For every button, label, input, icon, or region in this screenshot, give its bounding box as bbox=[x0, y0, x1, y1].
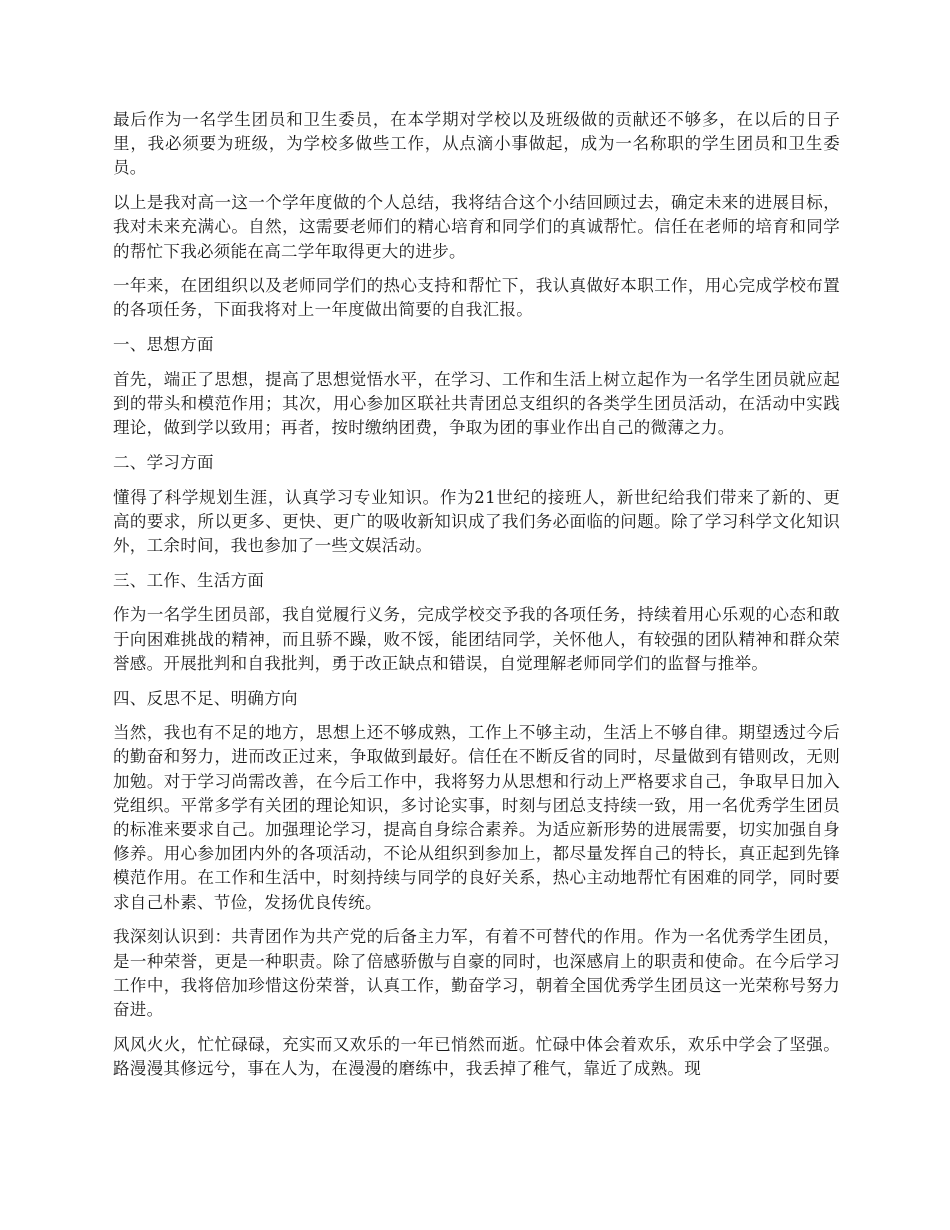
section-heading-study: 二、学习方面 bbox=[113, 452, 214, 472]
paragraph-study: 懂得了科学规划生涯，认真学习专业知识。作为21世纪的接班人，新世纪给我们带来了新的、更高的要求，所以更多、更快、更广的吸收新知识成了我们务必面临的问题。除了学习科学文化知识外，工余时间，我也参加了一些文娱活动。 bbox=[113, 487, 840, 556]
paragraph-intro-report: 一年来，在团组织以及老师同学们的热心支持和帮忙下，我认真做好本职工作，用心完成学校布置的各项任务，下面我将对上一年度做出简要的自我汇报。 bbox=[113, 276, 840, 320]
section-heading-thought: 一、思想方面 bbox=[113, 335, 214, 355]
paragraph-work-life: 作为一名学生团员部，我自觉履行义务，完成学校交予我的各项任务，持续着用心乐观的心态和敢于向困难挑战的精神，而且骄不躁，败不馁，能团结同学，关怀他人，有较强的团队精神和群众荣誉感。开展批判和自我批判，勇于改正缺点和错误，自觉理解老师同学们的监督与推举。 bbox=[113, 605, 840, 673]
section-heading-reflection: 四、反思不足、明确方向 bbox=[113, 688, 298, 708]
document-body bbox=[113, 108, 840, 1092]
paragraph-closing-role: 最后作为一名学生团员和卫生委员，在本学期对学校以及班级做的贡献还不够多，在以后的日子里，我必须要为班级，为学校多做些工作，从点滴小事做起，成为一名称职的学生团员和卫生委员。 bbox=[113, 110, 840, 178]
paragraph-honor: 我深刻认识到：共青团作为共产党的后备主力军，有着不可替代的作用。作为一名优秀学生团员，是一种荣誉，更是一种职责。除了倍感骄傲与自豪的同时，也深感肩上的职责和使命。在今后学习工作中，我将倍加珍惜这份荣誉，认真工作，勤奋学习，朝着全国优秀学生团员这一光荣称号努力奋进。 bbox=[113, 927, 840, 1019]
paragraph-year-summary: 以上是我对高一这一个学年度做的个人总结，我将结合这个小结回顾过去，确定未来的进展目标，我对未来充满心。自然，这需要老师们的精心培育和同学们的真诚帮忙。信任在老师的培育和同学的帮忙下我必须能在高二学年取得更大的进步。 bbox=[113, 193, 840, 261]
paragraph-conclusion: 风风火火，忙忙碌碌，充实而又欢乐的一年已悄然而逝。忙碌中体会着欢乐，欢乐中学会了坚强。路漫漫其修远兮，事在人为，在漫漫的磨练中，我丢掉了稚气，靠近了成熟。现 bbox=[113, 1034, 840, 1078]
paragraph-thought: 首先，端正了思想，提高了思想觉悟水平，在学习、工作和生活上树立起作为一名学生团员就应起到的带头和模范作用；其次，用心参加区联社共青团总支组织的各类学生团员活动，在活动中实践理论，做到学以致用；再者，按时缴纳团费，争取为团的事业作出自己的微薄之力。 bbox=[113, 369, 840, 438]
paragraph-reflection: 当然，我也有不足的地方，思想上还不够成熟，工作上不够主动，生活上不够自律。期望透过今后的勤奋和努力，进而改正过来，争取做到最好。信任在不断反省的同时，尽量做到有错则改，无则加勉。对于学习尚需改善，在今后工作中，我将努力从思想和行动上严格要求自己，争取早日加入党组织。平常多学有关团的理论知识，多讨论实事，时刻与团总支持续一致，用一名优秀学生团员的标准来要求自己。加强理论学习，提高自身综合素养。为适应新形势的进展需要，切实加强自身修养。用心参加团内外的各项活动，不论从组织到参加上，都尽量发挥自己的特长，真正起到先锋模范作用。在工作和生活中，时刻持续与同学的良好关系，热心主动地帮忙有困难的同学，同时要求自己朴素、节俭，发扬优良传统。 bbox=[113, 723, 840, 912]
section-heading-work-life: 三、工作、生活方面 bbox=[113, 570, 265, 590]
